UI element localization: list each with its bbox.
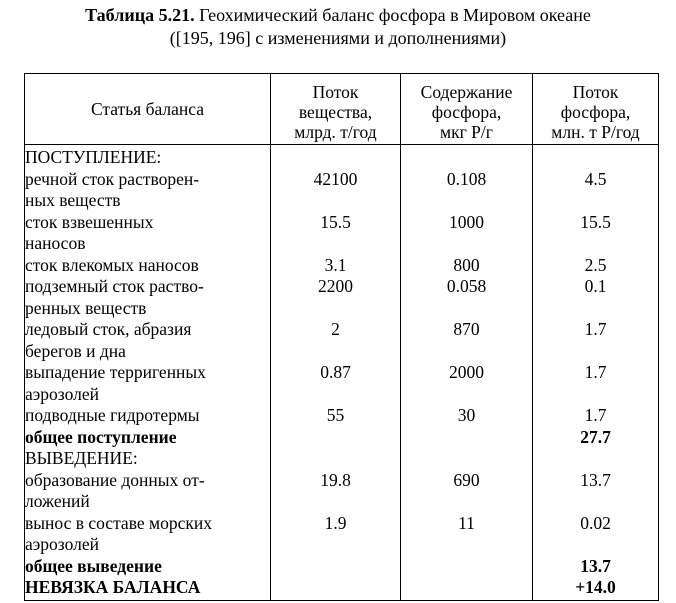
phosphorus-content-value: 11: [401, 513, 533, 556]
balance-item-label: [25, 276, 271, 319]
label-line: речной сток растворен-: [25, 168, 200, 189]
phosphorus-flow-value: 13.7: [533, 556, 659, 578]
table-row: [25, 319, 659, 362]
table-row: [25, 362, 659, 405]
balance-item-label: [25, 556, 271, 578]
label-line: ных веществ: [25, 190, 121, 210]
table-row: [25, 255, 659, 277]
label-line: ВЫВЕДЕНИЕ:: [25, 448, 138, 468]
label-line: аэрозолей: [25, 383, 99, 404]
phosphorus-flow-value: 4.5: [533, 169, 659, 212]
phosphorus-flow-value: 1.7: [533, 319, 659, 362]
balance-item-label: [25, 212, 271, 255]
phosphorus-flow-value: [533, 448, 659, 470]
matter-flow-value: 0.87: [271, 362, 401, 405]
balance-item-label: [25, 577, 271, 600]
matter-flow-value: [271, 577, 401, 600]
header-phosphorus-content: [401, 74, 533, 145]
header-row: [25, 74, 659, 145]
label-line: общее выведение: [25, 555, 162, 576]
phosphorus-content-value: 2000: [401, 362, 533, 405]
table-row: [25, 556, 659, 578]
balance-item-label: [25, 405, 271, 427]
header-line: вещества,: [298, 102, 373, 122]
phosphorus-flow-value: 0.1: [533, 276, 659, 319]
phosphorus-content-value: [401, 448, 533, 470]
header-line: Содержание: [420, 82, 513, 102]
matter-flow-value: 1.9: [271, 513, 401, 556]
phosphorus-content-value: 0.058: [401, 276, 533, 319]
balance-item-label: [25, 319, 271, 362]
matter-flow-value: 55: [271, 405, 401, 427]
phosphorus-content-value: 800: [401, 255, 533, 277]
label-line: наносов: [25, 233, 86, 253]
phosphorus-content-value: 0.108: [401, 169, 533, 212]
balance-item-label: [25, 362, 271, 405]
balance-item-label: [25, 470, 271, 513]
header-line: Статья баланса: [90, 99, 205, 119]
phosphorus-balance-table: [24, 73, 659, 601]
matter-flow-value: [271, 427, 401, 449]
matter-flow-value: 2200: [271, 276, 401, 319]
phosphorus-content-value: [401, 427, 533, 449]
table-row: [25, 470, 659, 513]
label-line: берегов и дна: [25, 340, 126, 361]
matter-flow-value: 3.1: [271, 255, 401, 277]
header-line: Поток: [572, 82, 619, 102]
label-line: выпадение терригенных: [25, 362, 206, 382]
header-line: фосфора,: [431, 102, 502, 122]
caption-title: Геохимический баланс фосфора в Мировом океане: [199, 5, 591, 25]
header-line: мкг Р/г: [440, 122, 493, 142]
balance-item-label: [25, 513, 271, 556]
header-line: млн. т Р/год: [551, 122, 640, 142]
phosphorus-flow-value: 0.02: [533, 513, 659, 556]
table-body: [25, 145, 659, 601]
matter-flow-value: 42100: [271, 169, 401, 212]
header-line: фосфора,: [560, 102, 631, 122]
matter-flow-value: [271, 145, 401, 169]
table-row: [25, 513, 659, 556]
header-line: млрд. т/год: [294, 122, 377, 142]
phosphorus-flow-value: [533, 145, 659, 169]
table-caption: [0, 4, 676, 50]
label-line: сток взвешенных: [25, 211, 154, 232]
phosphorus-flow-value: 2.5: [533, 255, 659, 277]
phosphorus-content-value: [401, 556, 533, 578]
table-row: [25, 169, 659, 212]
header-matter-flow: [271, 74, 401, 145]
caption-line-2: ([195, 196] с изменениями и дополнениями): [169, 28, 507, 48]
phosphorus-flow-value: 1.7: [533, 362, 659, 405]
header-phosphorus-flow: [533, 74, 659, 145]
label-line: образование донных от-: [25, 469, 205, 490]
caption-label: Таблица 5.21.: [85, 5, 195, 25]
phosphorus-flow-value: +14.0: [533, 577, 659, 600]
table-row: [25, 145, 659, 169]
table-row: [25, 427, 659, 449]
balance-item-label: [25, 427, 271, 449]
phosphorus-content-value: 1000: [401, 212, 533, 255]
balance-item-label: [25, 255, 271, 277]
table-row: [25, 276, 659, 319]
phosphorus-content-value: 690: [401, 470, 533, 513]
balance-item-label: [25, 169, 271, 212]
matter-flow-value: 15.5: [271, 212, 401, 255]
table-row: [25, 212, 659, 255]
label-line: общее поступление: [25, 426, 177, 447]
phosphorus-flow-value: 1.7: [533, 405, 659, 427]
label-line: аэрозолей: [25, 534, 99, 554]
phosphorus-flow-value: 13.7: [533, 470, 659, 513]
balance-item-label: [25, 448, 271, 470]
label-line: сток влекомых наносов: [25, 254, 199, 275]
phosphorus-content-value: 30: [401, 405, 533, 427]
header-line: Поток: [312, 82, 359, 102]
label-line: подземный сток раство-: [25, 276, 204, 296]
table-row: [25, 577, 659, 600]
matter-flow-value: 19.8: [271, 470, 401, 513]
header-balance-item: [25, 74, 271, 145]
label-line: ренных веществ: [25, 297, 147, 318]
phosphorus-content-value: 870: [401, 319, 533, 362]
phosphorus-content-value: [401, 577, 533, 600]
phosphorus-flow-value: 27.7: [533, 427, 659, 449]
table-row: [25, 405, 659, 427]
label-line: НЕВЯЗКА БАЛАНСА: [25, 577, 201, 597]
phosphorus-content-value: [401, 145, 533, 169]
matter-flow-value: [271, 448, 401, 470]
matter-flow-value: 2: [271, 319, 401, 362]
caption-line-1: [0, 4, 676, 27]
label-line: вынос в составе морских: [25, 512, 212, 533]
phosphorus-flow-value: 15.5: [533, 212, 659, 255]
matter-flow-value: [271, 556, 401, 578]
label-line: подводные гидротермы: [25, 405, 200, 425]
label-line: ПОСТУПЛЕНИЕ:: [25, 147, 162, 167]
table-row: [25, 448, 659, 470]
balance-item-label: [25, 145, 271, 169]
label-line: ложений: [25, 491, 90, 511]
label-line: ледовый сток, абразия: [25, 319, 192, 339]
